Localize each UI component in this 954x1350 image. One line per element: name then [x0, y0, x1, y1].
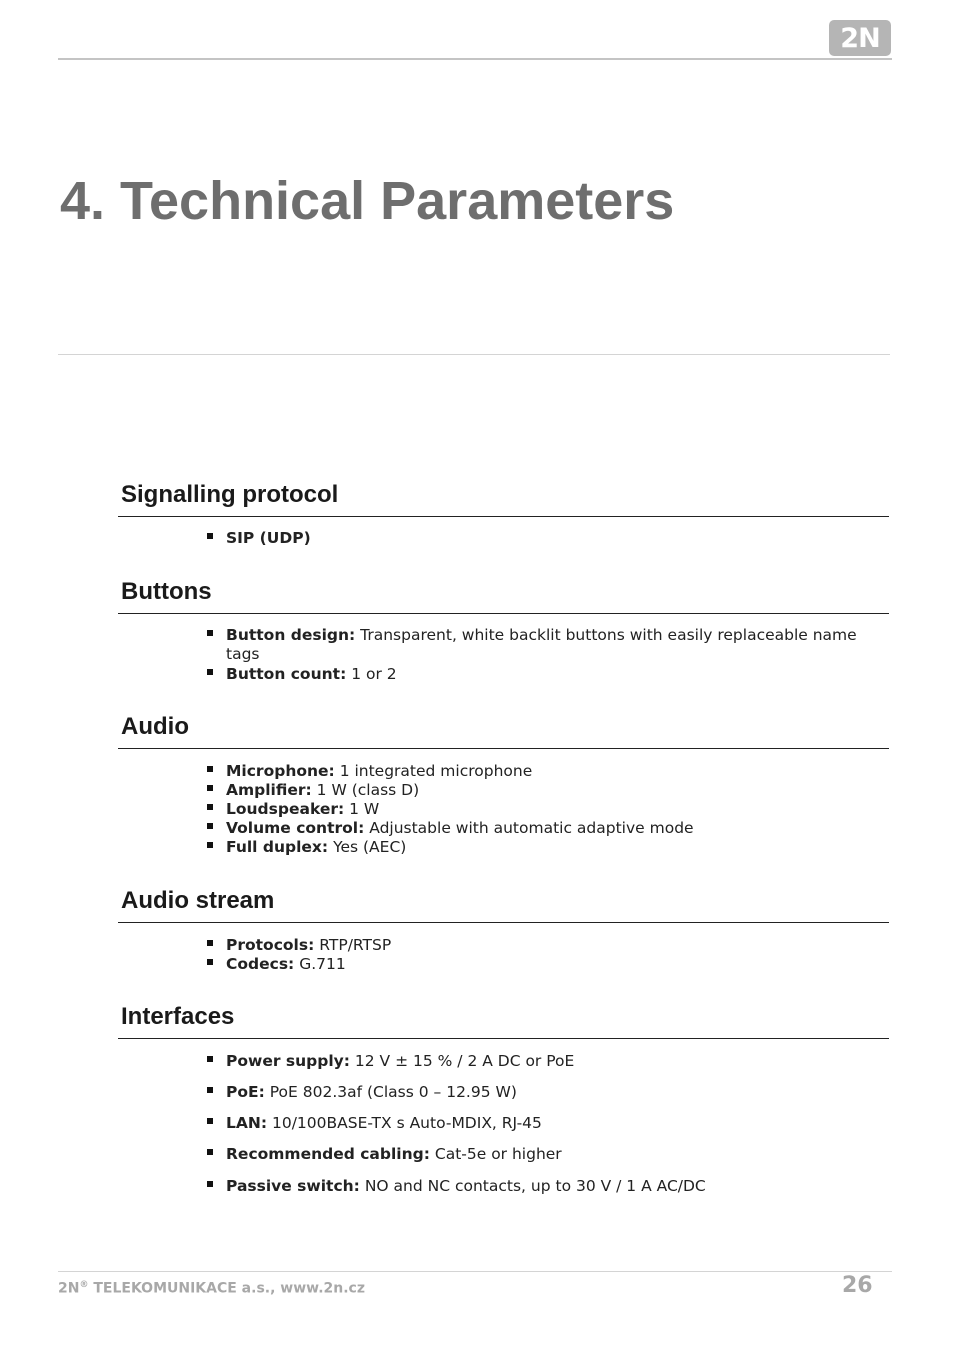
section-heading: Signalling protocol — [118, 480, 889, 517]
spec-value: 12 V ± 15 % / 2 A DC or PoE — [354, 1052, 575, 1070]
spec-value: Adjustable with automatic adaptive mode — [369, 819, 694, 837]
spec-list — [118, 1052, 889, 1196]
spec-list — [118, 529, 889, 548]
spec-value: Yes (AEC) — [333, 838, 407, 856]
chapter-title: 4. Technical Parameters — [60, 171, 675, 231]
spec-label: Recommended cabling: — [226, 1145, 430, 1163]
spec-item — [118, 1083, 889, 1102]
section-heading: Interfaces — [118, 1002, 889, 1039]
spec-value: 1 W — [349, 800, 380, 818]
spec-label: LAN: — [226, 1114, 268, 1132]
spec-item — [118, 819, 889, 838]
footer-company — [58, 1280, 365, 1297]
spec-value: 1 integrated microphone — [339, 762, 533, 780]
spec-value: Cat-5e or higher — [434, 1145, 562, 1163]
footer-brand: 2N — [58, 1280, 80, 1297]
spec-item — [118, 781, 889, 800]
spec-value: RTP/RTSP — [319, 936, 392, 954]
spec-label: Volume control: — [226, 819, 365, 837]
spec-value: PoE 802.3af (Class 0 – 12.95 W) — [269, 1083, 517, 1101]
spec-item — [118, 838, 889, 857]
section-audio-stream — [118, 886, 889, 974]
registered-mark: ® — [79, 1280, 89, 1290]
spec-value: 1 or 2 — [351, 665, 397, 683]
spec-label: PoE: — [226, 1083, 265, 1101]
section-heading: Buttons — [118, 577, 889, 614]
spec-value: 1 W (class D) — [316, 781, 420, 799]
spec-label: Protocols: — [226, 936, 315, 954]
spec-list — [118, 936, 889, 974]
spec-value: Transparent, white backlit buttons with easily replaceable name tags — [226, 626, 857, 663]
spec-label: Passive switch: — [226, 1177, 360, 1195]
spec-label: Codecs: — [226, 955, 295, 973]
spec-item — [118, 529, 889, 548]
section-signalling-protocol — [118, 480, 889, 548]
spec-item — [118, 762, 889, 781]
spec-list — [118, 762, 889, 857]
section-heading: Audio — [118, 712, 889, 749]
brand-logo: 2N — [829, 20, 891, 56]
spec-item — [118, 626, 889, 664]
spec-label: Button design: — [226, 626, 356, 644]
spec-item — [118, 1177, 889, 1196]
spec-value: G.711 — [299, 955, 346, 973]
spec-item — [118, 800, 889, 819]
spec-item — [118, 665, 889, 684]
footer-rule — [58, 1271, 892, 1272]
spec-item — [118, 1145, 889, 1164]
section-audio — [118, 712, 889, 857]
spec-item — [118, 936, 889, 955]
spec-label: Full duplex: — [226, 838, 329, 856]
spec-label: Power supply: — [226, 1052, 350, 1070]
spec-list — [118, 626, 889, 684]
title-rule — [58, 354, 890, 355]
spec-label: SIP (UDP) — [226, 529, 311, 547]
spec-label: Loudspeaker: — [226, 800, 345, 818]
spec-label: Amplifier: — [226, 781, 312, 799]
header-rule — [58, 58, 892, 60]
spec-item — [118, 1052, 889, 1071]
section-buttons — [118, 577, 889, 684]
spec-item — [118, 955, 889, 974]
section-interfaces — [118, 1002, 889, 1196]
spec-label: Button count: — [226, 665, 347, 683]
spec-value: NO and NC contacts, up to 30 V / 1 A AC/DC — [364, 1177, 706, 1195]
page-number: 26 — [842, 1273, 873, 1298]
spec-item — [118, 1114, 889, 1133]
footer-company-text: TELEKOMUNIKACE a.s., www.2n.cz — [93, 1280, 365, 1297]
section-heading: Audio stream — [118, 886, 889, 923]
spec-value: 10/100BASE-TX s Auto-MDIX, RJ-45 — [271, 1114, 542, 1132]
spec-label: Microphone: — [226, 762, 335, 780]
